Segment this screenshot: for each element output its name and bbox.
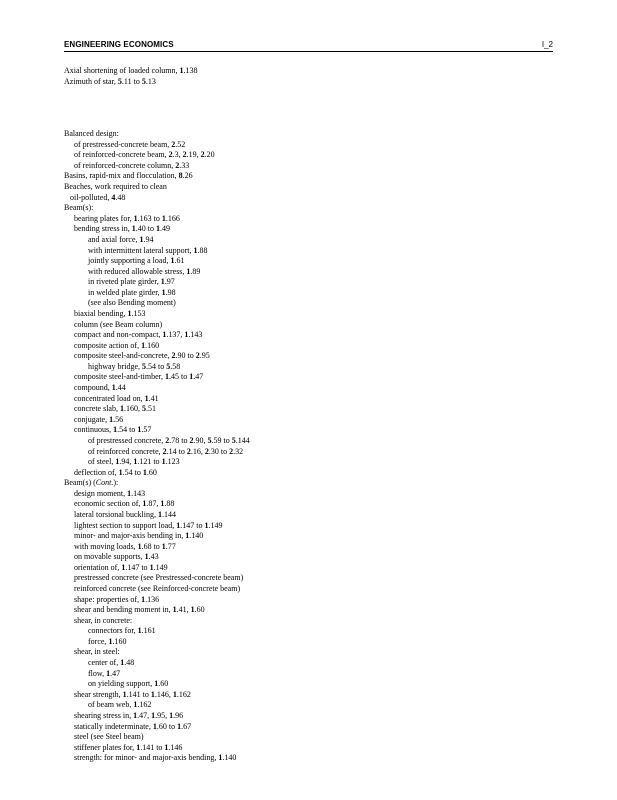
index-subentry: [64, 616, 564, 627]
entry-text: .14 to: [166, 446, 187, 456]
entry-text: .149: [153, 562, 168, 572]
entry-text: .123: [165, 457, 180, 467]
entry-text: .19,: [186, 150, 201, 160]
entry-text: .30 to: [208, 446, 230, 456]
index-entry: [64, 77, 564, 88]
chapter-number: 1: [109, 414, 114, 424]
entry-text: .94: [143, 234, 154, 244]
entry-text: .60: [194, 605, 205, 615]
chapter-number: 1: [136, 742, 141, 752]
chapter-number: 1: [144, 552, 149, 562]
chapter-number: 1: [170, 256, 175, 266]
entry-text: .140: [222, 753, 237, 763]
entry-text: Beaches, work required to clean: [64, 182, 167, 192]
chapter-number: 1: [172, 689, 177, 699]
entry-text: Balanced design:: [64, 129, 119, 139]
entry-text: shape: properties of,: [74, 594, 142, 604]
chapter-number: 1: [160, 277, 165, 287]
entry-text: Azimuth of star,: [64, 76, 118, 86]
chapter-number: 5: [207, 435, 212, 445]
chapter-number: 1: [161, 457, 166, 467]
index-subentry: [64, 679, 564, 690]
entry-text: Cont.: [95, 478, 114, 488]
header-title: ENGINEERING ECONOMICS: [64, 40, 174, 49]
chapter-number: 1: [118, 467, 123, 477]
index-subentry: [64, 669, 564, 680]
chapter-number: 1: [193, 245, 198, 255]
chapter-number: 2: [200, 150, 205, 160]
entry-text: on yielding support,: [88, 679, 155, 689]
chapter-number: 2: [189, 435, 194, 445]
entry-text: on movable supports,: [74, 552, 145, 562]
chapter-number: 1: [157, 509, 162, 519]
chapter-number: 2: [204, 446, 209, 456]
entry-text: of reinforced-concrete column,: [74, 160, 176, 170]
chapter-number: 1: [189, 372, 194, 382]
entry-text: .51: [145, 404, 156, 414]
index-subentry: [64, 415, 564, 426]
entry-text: shearing stress in,: [74, 710, 134, 720]
index-subentry: [64, 489, 564, 500]
chapter-number: 2: [165, 435, 170, 445]
entry-text: .47: [193, 372, 204, 382]
chapter-number: 1: [186, 266, 191, 276]
chapter-number: 1: [133, 710, 138, 720]
entry-text: .33: [179, 160, 190, 170]
index-subentry: [64, 605, 564, 616]
entry-text: .3,: [172, 150, 183, 160]
chapter-number: 1: [177, 721, 182, 731]
entry-text: .47,: [137, 710, 152, 720]
index-subentry: [64, 595, 564, 606]
index-subentry: [64, 425, 564, 436]
entry-text: column (see Beam column): [74, 319, 163, 329]
index-subentry: [64, 722, 564, 733]
chapter-number: 1: [164, 372, 169, 382]
entry-text: Beam(s):: [64, 203, 94, 213]
entry-text: Axial shortening of loaded column,: [64, 66, 180, 75]
entry-text: .43: [148, 552, 159, 562]
entry-text: .95,: [155, 710, 170, 720]
index-subentry: [64, 531, 564, 542]
entry-text: .60: [158, 679, 169, 689]
index-subentry: [64, 193, 564, 204]
entry-text: composite action of,: [74, 340, 142, 350]
chapter-number: 4: [111, 192, 116, 202]
chapter-number: 1: [133, 700, 138, 710]
page-number: I_2: [541, 40, 553, 49]
entry-text: conjugate,: [74, 414, 110, 424]
entry-text: reinforced concrete (see Reinforced-concrete beam): [74, 584, 241, 594]
entry-text: biaxial bending,: [74, 308, 128, 318]
entry-text: center of,: [88, 658, 121, 668]
entry-text: shear, in concrete:: [74, 615, 133, 625]
chapter-number: 1: [122, 689, 127, 699]
entry-text: lateral torsional buckling,: [74, 509, 158, 519]
entry-text: .48: [124, 658, 135, 668]
index-subentry: [64, 468, 564, 479]
chapter-number: 5: [117, 76, 122, 86]
chapter-number: 1: [164, 742, 169, 752]
entry-text: .89: [190, 266, 201, 276]
entry-text: composite steel-and-concrete,: [74, 351, 172, 361]
chapter-number: 1: [161, 541, 166, 551]
entry-text: .166: [165, 213, 180, 223]
chapter-number: 1: [204, 520, 209, 530]
chapter-number: 1: [141, 340, 146, 350]
entry-text: .52: [175, 139, 186, 149]
entry-text: .162: [176, 689, 191, 699]
entry-text: statically indeterminate,: [74, 721, 153, 731]
entry-text: in welded plate girder,: [88, 287, 162, 297]
index-subentry: [64, 246, 564, 257]
chapter-number: 1: [139, 234, 144, 244]
entry-text: .146,: [154, 689, 173, 699]
entry-text: .54 to: [117, 425, 138, 435]
entry-text: stiffener plates for,: [74, 742, 137, 752]
entry-text: and axial force,: [88, 234, 140, 244]
entry-text: .87,: [146, 499, 161, 509]
chapter-number: 2: [168, 150, 173, 160]
entry-text: with intermittent lateral support,: [88, 245, 194, 255]
entry-text: .88: [197, 245, 208, 255]
entry-text: in riveted plate girder,: [88, 277, 161, 287]
chapter-number: 1: [142, 467, 147, 477]
entry-text: .41: [148, 393, 159, 403]
entry-text: compact and non-compact,: [74, 330, 163, 340]
entry-text: .61: [174, 256, 185, 266]
chapter-number: 1: [133, 213, 138, 223]
entry-text: ):: [113, 478, 119, 488]
entry-text: .95: [199, 351, 210, 361]
chapter-number: 1: [154, 679, 159, 689]
index-subentry: [64, 436, 564, 447]
chapter-number: 1: [151, 710, 156, 720]
index-entry: [64, 478, 564, 489]
chapter-number: 1: [127, 488, 132, 498]
chapter-number: 5: [141, 404, 146, 414]
entry-text: of beam web,: [88, 700, 134, 710]
entry-text: .143: [188, 330, 203, 340]
entry-text: .58: [170, 361, 181, 371]
entry-text: continuous,: [74, 425, 114, 435]
chapter-number: 1: [161, 287, 166, 297]
chapter-number: 1: [184, 330, 189, 340]
chapter-number: 1: [179, 66, 184, 75]
index-subentry: [64, 521, 564, 532]
entry-text: (see also Bending moment): [88, 298, 176, 308]
index-subentry: [64, 690, 564, 701]
entry-text: .60: [146, 467, 157, 477]
entry-text: .68 to: [141, 541, 162, 551]
index-subentry: [64, 362, 564, 373]
entry-text: bearing plates for,: [74, 213, 134, 223]
entry-text: bending stress in,: [74, 224, 132, 234]
entry-text: .160: [145, 340, 160, 350]
index-subentry: [64, 499, 564, 510]
entry-text: Basins, rapid-mix and flocculation,: [64, 171, 179, 181]
entry-text: .59 to: [211, 435, 232, 445]
entry-text: .121 to: [137, 457, 162, 467]
entry-text: .90 to: [175, 351, 196, 361]
entry-text: highway bridge,: [88, 361, 142, 371]
entry-text: .144: [235, 435, 250, 445]
entry-text: .162: [137, 700, 152, 710]
entry-text: .153: [131, 308, 146, 318]
chapter-number: 2: [162, 446, 167, 456]
chapter-number: 1: [119, 404, 124, 414]
index-subentry: [64, 150, 564, 161]
chapter-number: 1: [137, 541, 142, 551]
entry-text: .49: [160, 224, 171, 234]
entry-text: .141 to: [126, 689, 151, 699]
index-subentry: [64, 320, 564, 331]
running-header: [64, 40, 553, 52]
chapter-number: 1: [111, 383, 116, 393]
entry-text: of prestressed-concrete beam,: [74, 139, 172, 149]
entry-text: .48: [115, 192, 126, 202]
index-subentry: [64, 298, 564, 309]
entry-text: prestressed concrete (see Prestressed-concrete beam): [74, 573, 244, 583]
index-subentry: [64, 753, 564, 764]
index-subentry: [64, 235, 564, 246]
index-entry: [64, 182, 564, 193]
chapter-number: 1: [120, 658, 125, 668]
entry-text: .147 to: [125, 562, 150, 572]
index-subentry: [64, 224, 564, 235]
entry-text: .78 to: [169, 435, 190, 445]
chapter-number: 1: [185, 531, 190, 541]
entry-text: of reinforced-concrete beam,: [74, 150, 169, 160]
index-entry: [64, 203, 564, 214]
entry-text: .60 to: [156, 721, 178, 731]
entry-text: .143: [131, 488, 146, 498]
index-subentry: [64, 309, 564, 320]
entry-text: .141 to: [140, 742, 165, 752]
section-gap: [64, 87, 564, 129]
entry-text: .41,: [176, 605, 191, 615]
chapter-number: 1: [218, 753, 223, 763]
entry-text: .45 to: [168, 372, 190, 382]
entry-text: .160: [112, 636, 127, 646]
chapter-number: 5: [166, 361, 171, 371]
entry-text: .144: [161, 509, 176, 519]
entry-text: .44: [115, 383, 126, 393]
chapter-number: 1: [162, 330, 167, 340]
chapter-number: 5: [141, 76, 146, 86]
entry-text: .140: [189, 531, 204, 541]
entry-text: connectors for,: [88, 626, 138, 636]
index-subentry: [64, 214, 564, 225]
chapter-number: 1: [121, 562, 126, 572]
index-subentry: [64, 711, 564, 722]
chapter-number: 1: [144, 393, 149, 403]
chapter-number: 1: [172, 605, 177, 615]
index-subentry: [64, 626, 564, 637]
entry-text: .26: [182, 171, 193, 181]
entry-text: .138: [183, 66, 198, 75]
index-subentry: [64, 288, 564, 299]
chapter-number: 5: [142, 361, 146, 371]
chapter-number: 2: [171, 351, 176, 361]
entry-text: oil-polluted,: [70, 192, 112, 202]
chapter-number: 1: [176, 520, 181, 530]
chapter-number: 1: [141, 594, 146, 604]
entry-text: .136: [145, 594, 160, 604]
index-subentry: [64, 351, 564, 362]
entry-text: strength: for minor- and major-axis bending,: [74, 753, 219, 763]
entry-text: deflection of,: [74, 467, 119, 477]
index-subentry: [64, 584, 564, 595]
chapter-number: 8: [178, 171, 183, 181]
chapter-number: 1: [115, 457, 120, 467]
entry-text: .149: [208, 520, 223, 530]
entry-text: concrete slab,: [74, 404, 120, 414]
index-subentry: [64, 267, 564, 278]
entry-text: .47: [110, 668, 121, 678]
index-subentry: [64, 394, 564, 405]
entry-text: minor- and major-axis bending in,: [74, 531, 186, 541]
entry-text: force,: [88, 636, 109, 646]
chapter-number: 1: [137, 425, 142, 435]
entry-text: .146: [168, 742, 183, 752]
entry-text: composite steel-and-timber,: [74, 372, 165, 382]
chapter-number: 1: [160, 499, 165, 509]
entry-text: jointly supporting a load,: [88, 256, 171, 266]
chapter-number: 1: [156, 224, 161, 234]
entry-text: .54 to: [122, 467, 143, 477]
index-entry: [64, 66, 564, 77]
entry-text: compound,: [74, 383, 112, 393]
chapter-number: 1: [161, 213, 166, 223]
chapter-number: 1: [152, 721, 157, 731]
chapter-number: 2: [171, 139, 176, 149]
entry-text: .16,: [190, 446, 205, 456]
entry-text: .137,: [166, 330, 185, 340]
chapter-number: 1: [127, 308, 132, 318]
chapter-number: 2: [195, 351, 200, 361]
chapter-number: 1: [131, 224, 136, 234]
index-subentry: [64, 404, 564, 415]
chapter-number: 1: [106, 668, 111, 678]
entry-text: .11 to: [121, 76, 142, 86]
index-entry: [64, 129, 564, 140]
entry-text: shear and bending moment in,: [74, 605, 173, 615]
index-subentry: [64, 700, 564, 711]
index-subentry: [64, 383, 564, 394]
index-subentry: [64, 510, 564, 521]
chapter-number: 1: [149, 562, 154, 572]
entry-text: .160,: [123, 404, 142, 414]
entry-text: flow,: [88, 668, 107, 678]
entry-text: .77: [165, 541, 176, 551]
entry-text: .90,: [193, 435, 208, 445]
index-subentry: [64, 372, 564, 383]
chapter-number: 1: [190, 605, 195, 615]
entry-text: .32: [233, 446, 244, 456]
index-subentry: [64, 647, 564, 658]
entry-text: .54 to: [146, 361, 167, 371]
entry-text: .88: [164, 499, 175, 509]
index-subentry: [64, 457, 564, 468]
entry-text: of prestressed concrete,: [88, 435, 166, 445]
entry-text: shear, in steel:: [74, 647, 120, 657]
index-subentry: [64, 277, 564, 288]
entry-text: .13: [145, 76, 156, 86]
entry-text: with moving loads,: [74, 541, 138, 551]
entry-text: design moment,: [74, 488, 128, 498]
index-subentry: [64, 637, 564, 648]
entry-text: orientation of,: [74, 562, 122, 572]
entry-text: .98: [165, 287, 176, 297]
chapter-number: 1: [150, 689, 155, 699]
entry-text: of steel,: [88, 457, 116, 467]
chapter-number: 1: [133, 457, 138, 467]
entry-text: lightest section to support load,: [74, 520, 177, 530]
chapter-number: 1: [108, 636, 113, 646]
chapter-number: 2: [229, 446, 234, 456]
chapter-number: 5: [231, 435, 236, 445]
entry-text: .20: [204, 150, 215, 160]
index-entries: [64, 66, 564, 764]
chapter-number: 1: [142, 499, 147, 509]
index-subentry: [64, 743, 564, 754]
index-subentry: [64, 256, 564, 267]
entry-text: .94,: [119, 457, 134, 467]
index-subentry: [64, 341, 564, 352]
entry-text: with reduced allowable stress,: [88, 266, 187, 276]
entry-text: concentrated load on,: [74, 393, 145, 403]
entry-text: .57: [141, 425, 152, 435]
entry-text: .56: [113, 414, 124, 424]
entry-text: .40 to: [135, 224, 157, 234]
entry-text: steel (see Steel beam): [74, 732, 144, 742]
chapter-number: 2: [186, 446, 191, 456]
entry-text: .67: [181, 721, 192, 731]
index-subentry: [64, 542, 564, 553]
entry-text: .163 to: [137, 213, 162, 223]
entry-text: of reinforced concrete,: [88, 446, 163, 456]
index-subentry: [64, 447, 564, 458]
index-subentry: [64, 563, 564, 574]
chapter-number: 1: [169, 710, 174, 720]
index-subentry: [64, 573, 564, 584]
chapter-number: 1: [137, 626, 142, 636]
entry-text: .97: [164, 277, 175, 287]
entry-text: .96: [173, 710, 184, 720]
chapter-number: 2: [182, 150, 187, 160]
index-entry: [64, 171, 564, 182]
index-subentry: [64, 658, 564, 669]
index-subentry: [64, 552, 564, 563]
entry-text: economic section of,: [74, 499, 143, 509]
entry-text: .161: [141, 626, 156, 636]
index-subentry: [64, 161, 564, 172]
index-subentry: [64, 330, 564, 341]
entry-text: shear strength,: [74, 689, 123, 699]
chapter-number: 1: [113, 425, 118, 435]
entry-text: .147 to: [180, 520, 205, 530]
entry-text: Beam(s) (: [64, 478, 96, 488]
index-subentry: [64, 732, 564, 743]
chapter-number: 2: [175, 160, 180, 170]
index-subentry: [64, 140, 564, 151]
